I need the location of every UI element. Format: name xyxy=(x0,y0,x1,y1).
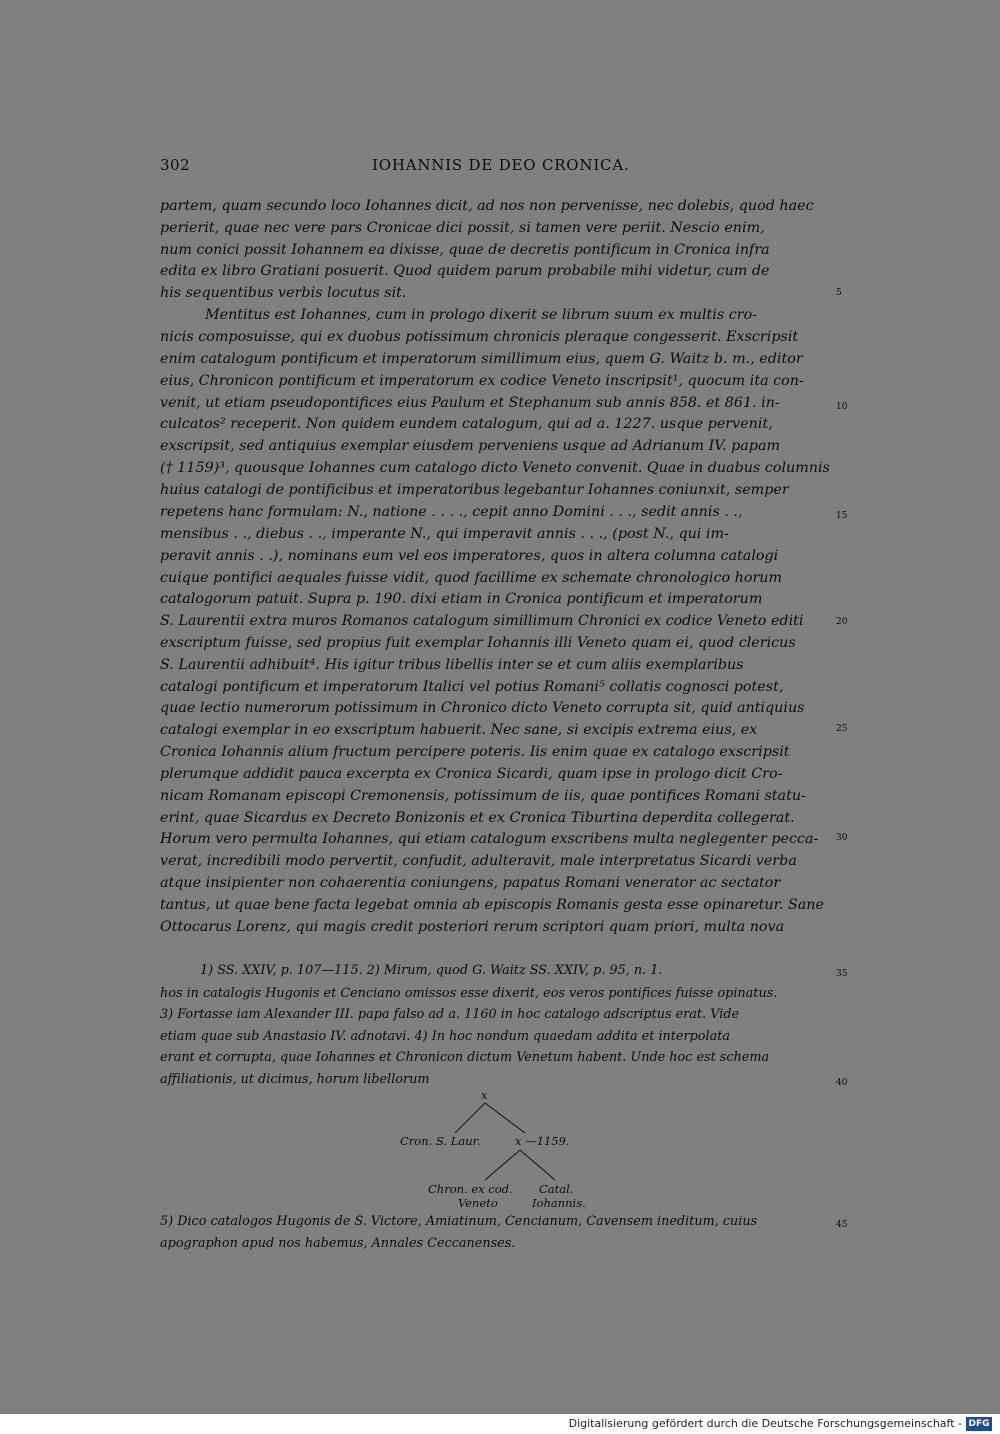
margin-line-number: 35 xyxy=(836,969,848,979)
margin-line-number: 45 xyxy=(836,1220,848,1230)
stemma-leaf-veneto-1: Chron. ex cod. xyxy=(428,1182,513,1196)
margin-line-number: 20 xyxy=(836,617,848,627)
running-title: IOHANNIS DE DEO CRONICA. xyxy=(372,156,630,174)
body-line: tantus, ut quae bene facta legebat omnia ab episcopis Romanis gesta esse opinaretur. Sane xyxy=(160,897,824,913)
body-line: his sequentibus verbis locutus sit. xyxy=(160,285,407,301)
body-line: edita ex libro Gratiani posuerit. Quod quidem parum probabile mihi videtur, cum de xyxy=(160,263,770,279)
stemma-edge xyxy=(455,1103,485,1133)
body-line: catalogi exemplar in eo exscriptum habuerit. Nec sane, si excipis extrema eius, ex xyxy=(160,722,758,738)
footnote-line: apographon apud nos habemus, Annales Ceccanenses. xyxy=(160,1236,516,1251)
stemma-leaf-veneto-2: Veneto xyxy=(458,1196,498,1210)
body-line: peravit annis . .), nominans eum vel eos imperatores, quos in altera columna catalogi xyxy=(160,548,779,564)
stemma-edge xyxy=(520,1150,555,1180)
body-line: num conici possit Iohannem ea dixisse, quae de decretis pontificum in Cronica infra xyxy=(160,242,770,258)
body-line: nicam Romanam episcopi Cremonensis, potissimum de iis, quae pontifices Romani statu- xyxy=(160,788,806,804)
footnote-line: hos in catalogis Hugonis et Cenciano omissos esse dixerit, eos veros pontifices fuisse opinatus. xyxy=(160,986,778,1001)
body-line: exscriptum fuisse, sed propius fuit exemplar Iohannis illi Veneto quam ei, quod clericus xyxy=(160,635,796,651)
footnote-line: 5) Dico catalogos Hugonis de S. Victore, Amiatinum, Cencianum, Cavensem ineditum, cuius xyxy=(160,1214,758,1229)
stemma-leaf-catal-2: Iohannis. xyxy=(532,1196,586,1210)
footnote-line: affiliationis, ut dicimus, horum libellorum xyxy=(160,1072,430,1087)
body-line: enim catalogum pontificum et imperatorum simillimum eius, quem G. Waitz b. m., editor xyxy=(160,351,803,367)
body-line: huius catalogi de pontificibus et imperatoribus legebantur Iohannes coniunxit, semper xyxy=(160,482,789,498)
footnote-line: erant et corrupta, quae Iohannes et Chronicon dictum Venetum habent. Unde hoc est schema xyxy=(160,1050,770,1065)
body-line: catalogorum patuit. Supra p. 190. dixi etiam in Cronica pontificum et imperatorum xyxy=(160,591,763,607)
body-line: plerumque addidit pauca excerpta ex Cronica Sicardi, quam ipse in prologo dicit Cro- xyxy=(160,766,783,782)
body-line: Ottocarus Lorenz, qui magis credit posteriori rerum scriptori quam priori, multa nova xyxy=(160,919,785,935)
body-line: cuique pontifici aequales fuisse vidit, quod facillime ex schemate chronologico horum xyxy=(160,570,783,586)
body-line: culcatos² receperit. Non quidem eundem catalogum, qui ad a. 1227. usque pervenit, xyxy=(160,416,773,432)
body-line: exscripsit, sed antiquius exemplar eiusdem perveniens usque ad Adrianum IV. papam xyxy=(160,438,781,454)
body-line: Horum vero permulta Iohannes, qui etiam catalogum exscribens multa neglegenter pecca- xyxy=(160,831,819,847)
stemma-node-x-1159: x —1159. xyxy=(515,1134,570,1148)
margin-line-number: 40 xyxy=(836,1078,848,1088)
page-number: 302 xyxy=(160,156,191,174)
body-line: S. Laurentii extra muros Romanos catalogum simillimum Chronici ex codice Veneto editi xyxy=(160,613,804,629)
body-line: perierit, quae nec vere pars Cronicae dici possit, si tamen vere periit. Nescio enim, xyxy=(160,220,765,236)
stemma-edge xyxy=(485,1103,525,1133)
body-line: Mentitus est Iohannes, cum in prologo dixerit se librum suum ex multis cro- xyxy=(205,307,758,323)
body-line: atque insipienter non cohaerentia coniungens, papatus Romani venerator ac sectator xyxy=(160,875,781,891)
body-line: venit, ut etiam pseudopontifices eius Paulum et Stephanum sub annis 858. et 861. in- xyxy=(160,395,780,411)
body-line: erint, quae Sicardus ex Decreto Bonizonis et ex Cronica Tiburtina deperdita collegerat. xyxy=(160,810,795,826)
body-line: quae lectio numerorum potissimum in Chronico dicto Veneto corrupta sit, quid antiquius xyxy=(160,700,805,716)
margin-line-number: 5 xyxy=(836,288,842,298)
dfg-logo: DFG xyxy=(966,1417,992,1431)
stemma-leaf-catal-1: Catal. xyxy=(539,1182,574,1196)
body-line: repetens hanc formulam: N., natione . . . ., cepit anno Domini . . ., sedit annis . ., xyxy=(160,504,743,520)
body-line: mensibus . ., diebus . ., imperante N., qui imperavit annis . . ., (post N., qui im- xyxy=(160,526,729,542)
body-line: catalogi pontificum et imperatorum Italici vel potius Romani⁵ collatis cognosci potest, xyxy=(160,679,784,695)
footer-credit: Digitalisierung gefördert durch die Deutsche Forschungsgemeinschaft - xyxy=(568,1417,962,1430)
body-line: Cronica Iohannis alium fructum percipere poteris. Iis enim quae ex catalogo exscripsit xyxy=(160,744,790,760)
stemma-node-cron-laur: Cron. S. Laur. xyxy=(400,1134,481,1148)
body-line: eius, Chronicon pontificum et imperatorum ex codice Veneto inscripsit¹, quocum ita con- xyxy=(160,373,804,389)
body-line: S. Laurentii adhibuit⁴. His igitur tribus libellis inter se et cum aliis exemplaribus xyxy=(160,657,744,673)
digitization-footer xyxy=(0,1414,1000,1434)
footnote-line: 1) SS. XXIV, p. 107—115. 2) Mirum, quod G. Waitz SS. XXIV, p. 95, n. 1. xyxy=(200,963,663,978)
margin-line-number: 15 xyxy=(836,511,848,521)
margin-line-number: 30 xyxy=(836,833,848,843)
body-line: partem, quam secundo loco Iohannes dicit, ad nos non pervenisse, nec dolebis, quod haec xyxy=(160,198,814,214)
stemma-edge xyxy=(485,1150,520,1180)
body-line: nicis composuisse, qui ex duobus potissimum chronicis pleraque congesserit. Exscripsit xyxy=(160,329,799,345)
body-line: verat, incredibili modo pervertit, confudit, adulteravit, male interpretatus Sicardi verba xyxy=(160,853,797,869)
footnote-line: 3) Fortasse iam Alexander III. papa falso ad a. 1160 in hoc catalogo adscriptus erat. Vide xyxy=(160,1007,740,1022)
stemma-root: x xyxy=(481,1088,488,1102)
margin-line-number: 25 xyxy=(836,724,848,734)
footnote-line: etiam quae sub Anastasio IV. adnotavi. 4) In hoc nondum quaedam addita et interpolata xyxy=(160,1029,731,1044)
margin-line-number: 10 xyxy=(836,402,848,412)
body-line: († 1159)³, quousque Iohannes cum catalogo dicto Veneto convenit. Quae in duabus columnis xyxy=(160,460,830,476)
